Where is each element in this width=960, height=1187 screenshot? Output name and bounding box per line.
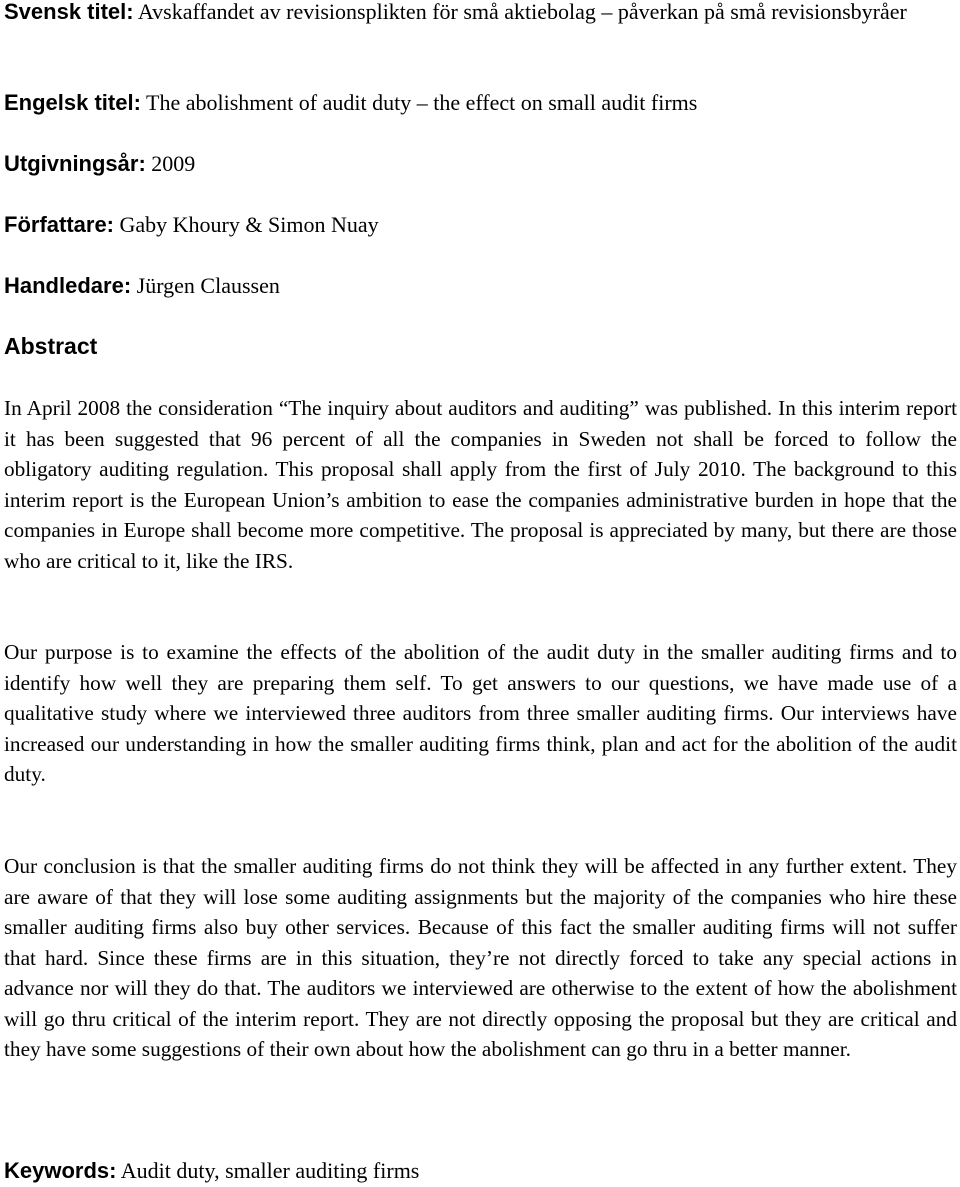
keywords-label: Keywords: [4,1158,117,1183]
keywords-value: Audit duty, smaller auditing firms [120,1158,420,1183]
english-title-value: The abolishment of audit duty – the effect on small audit firms [146,90,698,115]
keywords-field [4,1156,419,1186]
abstract-heading: Abstract [4,333,98,359]
english-title-field [4,88,697,118]
swedish-title-value: Avskaffandet av revisionsplikten för små aktiebolag – påverkan på små revisionsbyråer [137,0,907,24]
supervisor-field [4,271,280,301]
publication-year-field [4,149,195,179]
abstract-paragraph-1: In April 2008 the consideration “The inquiry about auditors and auditing” was published. In this interim report it has been suggested that 96 percent of all the companies in Sweden not shall be forced to follow the obligatory auditing regulation. This proposal shall apply from the first of July 2010. The background to this interim report is the European Union’s ambition to ease the companies administrative burden in hope that the companies in Europe shall become more competitive. The proposal is appreciated by many, but there are those who are critical to it, like the IRS. [4,396,957,573]
swedish-title-label: Svensk titel: [4,0,134,24]
supervisor-value: Jürgen Claussen [136,273,280,298]
abstract-paragraph-2: Our purpose is to examine the effects of the abolition of the audit duty in the smaller auditing firms and to identify how well they are preparing them self. To get answers to our questions, we have made use of a qualitative study where we interviewed three auditors from three smaller auditing firms. Our interviews have increased our understanding in how the smaller auditing firms think, plan and act for the abolition of the audit duty. [4,640,957,786]
supervisor-label: Handledare: [4,273,132,298]
publication-year-label: Utgivningsår: [4,151,146,176]
authors-value: Gaby Khoury & Simon Nuay [119,212,379,237]
publication-year-value: 2009 [151,151,196,176]
authors-field [4,210,379,240]
english-title-label: Engelsk titel: [4,90,141,115]
abstract-paragraph-3: Our conclusion is that the smaller auditing firms do not think they will be affected in any further extent. They are aware of that they will lose some auditing assignments but the majority of the companies who hire these smaller auditing firms also buy other services. Because of this fact the smaller auditing firms will not suffer that hard. Since these firms are in this situation, they’re not directly forced to take any special actions in advance nor will they do that. The auditors we interviewed are otherwise to the extent of how the abolishment will go thru critical of the interim report. They are not directly opposing the proposal but they are critical and they have some suggestions of their own about how the abolishment can go thru in a better manner. [4,854,957,1061]
swedish-title-field [4,0,957,27]
authors-label: Författare: [4,212,115,237]
